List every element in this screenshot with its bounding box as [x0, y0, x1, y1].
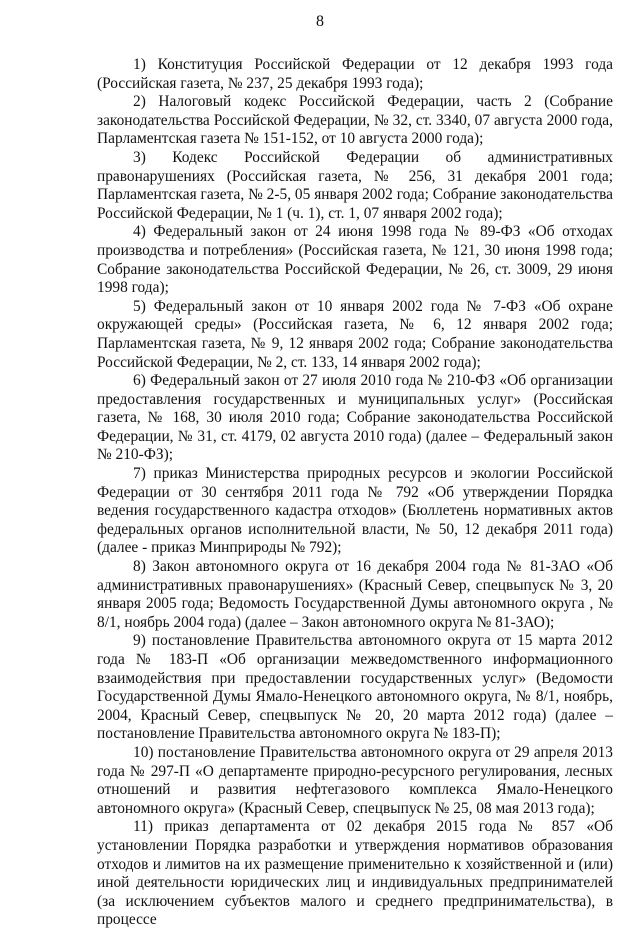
list-item-6: 6) Федеральный закон от 27 июля 2010 года № 210-ФЗ «Об организации предоставления государственных и муниципальных услуг» (Российская газета, № 168, 30 июля 2010 года; Собрание законодательства Российской Федерации, № 31, ст. 4179, 02 августа 2010 года) (далее – Федеральный закон № 210-ФЗ);: [97, 372, 613, 464]
list-item-8: 8) Закон автономного округа от 16 декабря 2004 года № 81-ЗАО «Об административных правонарушениях» (Красный Север, спецвыпуск № 3, 20 января 2005 года; Ведомость Государственной Думы автономного округа , № 8/1, ноябрь 2004 года) (далее – Закон автономного округа № 81-ЗАО);: [97, 558, 613, 631]
list-item-11: 11) приказ департамента от 02 декабря 2015 года № 857 «Об установлении Порядка разработки и утверждения нормативов образования отходов и лимитов на их размещение применительно к хозяйственной и (или) иной деятельности юридических лиц и индивидуальных предпринимателей (за исключением субъектов малого и среднего предпринимательства), в процессе: [97, 818, 613, 929]
list-item-5: 5) Федеральный закон от 10 января 2002 года № 7-ФЗ «Об охране окружающей среды» (Российская газета, № 6, 12 января 2002 года; Парламентская газета, № 9, 12 января 2002 года; Собрание законодательства Российской Федерации, № 2, ст. 133, 14 января 2002 года);: [97, 297, 613, 371]
legal-acts-list: [97, 56, 613, 930]
list-item-1: 1) Конституция Российской Федерации от 12 декабря 1993 года (Российская газета, № 237, 25 декабря 1993 года);: [97, 56, 613, 92]
list-item-9: 9) постановление Правительства автономного округа от 15 марта 2012 года № 183-П «Об организации межведомственного информационного взаимодействия при предоставлении государственных услуг» (Ведомости Государственной Думы Ямало-Ненецкого автономного округа, № 8/1, ноябрь, 2004, Красный Север, спецвыпуск № 20, 20 марта 2012 года) (далее – постановление Правительства автономного округа № 183-П);: [97, 632, 613, 743]
list-item-2: 2) Налоговый кодекс Российской Федерации, часть 2 (Собрание законодательства Российской Федерации, № 32, ст. 3340, 07 августа 2000 года, Парламентская газета № 151-152, от 10 августа 2000 года);: [97, 93, 613, 148]
list-item-7: 7) приказ Министерства природных ресурсов и экологии Российской Федерации от 30 сентября 2011 года № 792 «Об утверждении Порядка ведения государственного кадастра отходов» (Бюллетень нормативных актов федеральных органов исполнительной власти, № 50, 12 декабря 2011 года) (далее - приказ Минприроды № 792);: [97, 465, 613, 557]
page-number: 8: [316, 13, 324, 30]
list-item-4: 4) Федеральный закон от 24 июня 1998 года № 89-ФЗ «Об отходах производства и потребления» (Российская газета, № 121, 30 июня 1998 года; Собрание законодательства Российской Федерации, № 26, ст. 3009, 29 июня 1998 года);: [97, 223, 613, 297]
list-item-10: 10) постановление Правительства автономного округа от 29 апреля 2013 года № 297-П «О департаменте природно-ресурсного регулирования, лесных отношений и развития нефтегазового комплекса Ямало-Ненецкого автономного округа» (Красный Север, спецвыпуск № 25, 08 мая 2013 года);: [97, 743, 613, 817]
list-item-3: 3) Кодекс Российской Федерации об административных правонарушениях (Российская газета, № 256, 31 декабря 2001 года; Парламентская газета, № 2-5, 05 января 2002 года; Собрание законодательства Российской Федерации, № 1 (ч. 1), ст. 1, 07 января 2002 года);: [97, 148, 613, 222]
